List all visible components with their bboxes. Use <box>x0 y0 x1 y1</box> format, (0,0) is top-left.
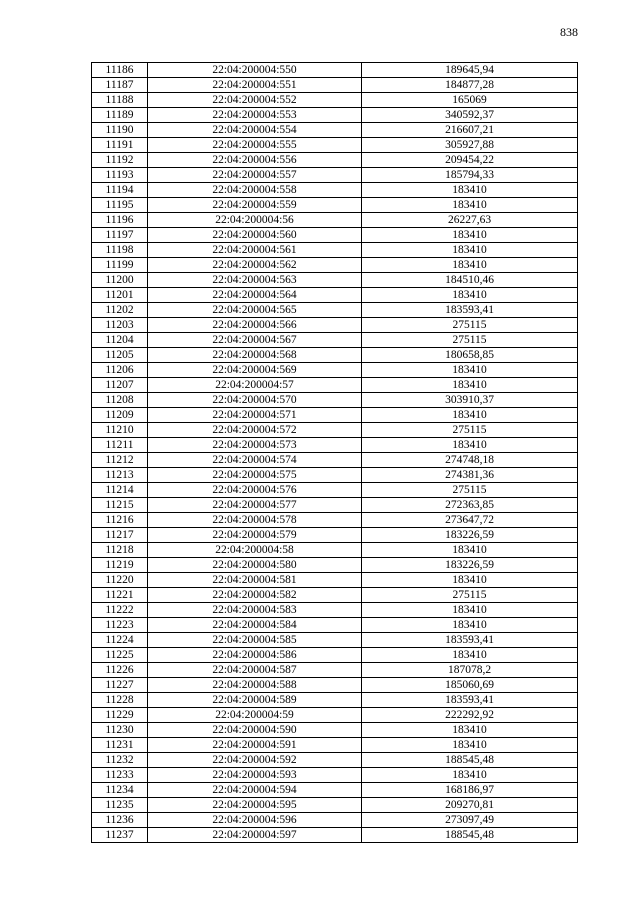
cadastral-value-cell: 273647,72 <box>362 513 578 528</box>
row-number-cell: 11230 <box>92 723 148 738</box>
cadastral-value-cell: 183410 <box>362 768 578 783</box>
row-number-cell: 11221 <box>92 588 148 603</box>
row-number-cell: 11220 <box>92 573 148 588</box>
cadastral-number-cell: 22:04:200004:556 <box>148 153 362 168</box>
row-number-cell: 11187 <box>92 78 148 93</box>
cadastral-number-cell: 22:04:200004:573 <box>148 438 362 453</box>
table-row <box>92 678 578 693</box>
page-number: 838 <box>560 25 578 39</box>
cadastral-value-cell: 185794,33 <box>362 168 578 183</box>
row-number-cell: 11233 <box>92 768 148 783</box>
cadastral-number-cell: 22:04:200004:583 <box>148 603 362 618</box>
cadastral-value-cell: 275115 <box>362 423 578 438</box>
cadastral-number-cell: 22:04:200004:554 <box>148 123 362 138</box>
cadastral-number-cell: 22:04:200004:555 <box>148 138 362 153</box>
cadastral-value-cell: 183410 <box>362 183 578 198</box>
cadastral-value-cell: 183410 <box>362 723 578 738</box>
cadastral-number-cell: 22:04:200004:582 <box>148 588 362 603</box>
row-number-cell: 11201 <box>92 288 148 303</box>
table-row <box>92 558 578 573</box>
cadastral-value-cell: 183410 <box>362 738 578 753</box>
table-row <box>92 753 578 768</box>
row-number-cell: 11213 <box>92 468 148 483</box>
row-number-cell: 11229 <box>92 708 148 723</box>
cadastral-value-cell: 165069 <box>362 93 578 108</box>
row-number-cell: 11209 <box>92 408 148 423</box>
row-number-cell: 11192 <box>92 153 148 168</box>
table-row <box>92 528 578 543</box>
cadastral-value-cell: 209270,81 <box>362 798 578 813</box>
cadastral-number-cell: 22:04:200004:578 <box>148 513 362 528</box>
table-row <box>92 408 578 423</box>
row-number-cell: 11204 <box>92 333 148 348</box>
table-row <box>92 78 578 93</box>
table-row <box>92 723 578 738</box>
cadastral-number-cell: 22:04:200004:585 <box>148 633 362 648</box>
table-row <box>92 798 578 813</box>
row-number-cell: 11214 <box>92 483 148 498</box>
cadastral-number-cell: 22:04:200004:575 <box>148 468 362 483</box>
cadastral-value-cell: 222292,92 <box>362 708 578 723</box>
row-number-cell: 11223 <box>92 618 148 633</box>
table-row <box>92 378 578 393</box>
table-row <box>92 63 578 78</box>
row-number-cell: 11218 <box>92 543 148 558</box>
cadastral-value-cell: 183226,59 <box>362 528 578 543</box>
table-row <box>92 498 578 513</box>
cadastral-value-cell: 184877,28 <box>362 78 578 93</box>
row-number-cell: 11208 <box>92 393 148 408</box>
row-number-cell: 11216 <box>92 513 148 528</box>
cadastral-value-table <box>91 62 578 843</box>
table-row <box>92 273 578 288</box>
table-row <box>92 693 578 708</box>
table-row <box>92 168 578 183</box>
cadastral-value-cell: 272363,85 <box>362 498 578 513</box>
row-number-cell: 11211 <box>92 438 148 453</box>
table-row <box>92 93 578 108</box>
cadastral-number-cell: 22:04:200004:565 <box>148 303 362 318</box>
cadastral-value-cell: 187078,2 <box>362 663 578 678</box>
cadastral-number-cell: 22:04:200004:59 <box>148 708 362 723</box>
cadastral-number-cell: 22:04:200004:588 <box>148 678 362 693</box>
row-number-cell: 11224 <box>92 633 148 648</box>
row-number-cell: 11227 <box>92 678 148 693</box>
cadastral-number-cell: 22:04:200004:558 <box>148 183 362 198</box>
cadastral-number-cell: 22:04:200004:564 <box>148 288 362 303</box>
cadastral-value-cell: 183410 <box>362 198 578 213</box>
cadastral-number-cell: 22:04:200004:571 <box>148 408 362 423</box>
table-row <box>92 633 578 648</box>
row-number-cell: 11207 <box>92 378 148 393</box>
table-row <box>92 423 578 438</box>
cadastral-value-cell: 26227,63 <box>362 213 578 228</box>
cadastral-value-cell: 303910,37 <box>362 393 578 408</box>
cadastral-number-cell: 22:04:200004:597 <box>148 828 362 843</box>
cadastral-value-cell: 183410 <box>362 408 578 423</box>
row-number-cell: 11215 <box>92 498 148 513</box>
cadastral-value-cell: 305927,88 <box>362 138 578 153</box>
cadastral-value-cell: 189645,94 <box>362 63 578 78</box>
cadastral-number-cell: 22:04:200004:586 <box>148 648 362 663</box>
cadastral-value-cell: 183410 <box>362 543 578 558</box>
cadastral-number-cell: 22:04:200004:577 <box>148 498 362 513</box>
row-number-cell: 11199 <box>92 258 148 273</box>
cadastral-number-cell: 22:04:200004:563 <box>148 273 362 288</box>
cadastral-number-cell: 22:04:200004:569 <box>148 363 362 378</box>
table-row <box>92 303 578 318</box>
cadastral-value-cell: 183593,41 <box>362 633 578 648</box>
table-row <box>92 783 578 798</box>
cadastral-number-cell: 22:04:200004:568 <box>148 348 362 363</box>
row-number-cell: 11190 <box>92 123 148 138</box>
row-number-cell: 11234 <box>92 783 148 798</box>
cadastral-value-cell: 183410 <box>362 603 578 618</box>
cadastral-value-cell: 188545,48 <box>362 753 578 768</box>
cadastral-value-cell: 183593,41 <box>362 303 578 318</box>
cadastral-value-cell: 183410 <box>362 228 578 243</box>
cadastral-number-cell: 22:04:200004:572 <box>148 423 362 438</box>
row-number-cell: 11188 <box>92 93 148 108</box>
cadastral-number-cell: 22:04:200004:559 <box>148 198 362 213</box>
table-row <box>92 288 578 303</box>
table-row <box>92 258 578 273</box>
cadastral-number-cell: 22:04:200004:587 <box>148 663 362 678</box>
row-number-cell: 11202 <box>92 303 148 318</box>
cadastral-value-cell: 183410 <box>362 618 578 633</box>
row-number-cell: 11222 <box>92 603 148 618</box>
row-number-cell: 11197 <box>92 228 148 243</box>
cadastral-value-cell: 183410 <box>362 438 578 453</box>
cadastral-number-cell: 22:04:200004:58 <box>148 543 362 558</box>
cadastral-number-cell: 22:04:200004:579 <box>148 528 362 543</box>
cadastral-number-cell: 22:04:200004:562 <box>148 258 362 273</box>
row-number-cell: 11237 <box>92 828 148 843</box>
cadastral-number-cell: 22:04:200004:566 <box>148 318 362 333</box>
table-row <box>92 468 578 483</box>
row-number-cell: 11194 <box>92 183 148 198</box>
cadastral-number-cell: 22:04:200004:590 <box>148 723 362 738</box>
table-row <box>92 813 578 828</box>
cadastral-number-cell: 22:04:200004:557 <box>148 168 362 183</box>
table-row <box>92 348 578 363</box>
cadastral-value-cell: 180658,85 <box>362 348 578 363</box>
cadastral-number-cell: 22:04:200004:57 <box>148 378 362 393</box>
cadastral-number-cell: 22:04:200004:567 <box>148 333 362 348</box>
table-row <box>92 588 578 603</box>
row-number-cell: 11212 <box>92 453 148 468</box>
cadastral-value-cell: 216607,21 <box>362 123 578 138</box>
cadastral-value-cell: 340592,37 <box>362 108 578 123</box>
table-row <box>92 363 578 378</box>
cadastral-number-cell: 22:04:200004:592 <box>148 753 362 768</box>
table-row <box>92 603 578 618</box>
table-body <box>92 63 578 843</box>
table-row <box>92 333 578 348</box>
cadastral-value-cell: 275115 <box>362 588 578 603</box>
cadastral-value-cell: 168186,97 <box>362 783 578 798</box>
cadastral-value-cell: 273097,49 <box>362 813 578 828</box>
cadastral-number-cell: 22:04:200004:550 <box>148 63 362 78</box>
row-number-cell: 11189 <box>92 108 148 123</box>
table-row <box>92 243 578 258</box>
row-number-cell: 11219 <box>92 558 148 573</box>
table-row <box>92 183 578 198</box>
cadastral-number-cell: 22:04:200004:553 <box>148 108 362 123</box>
table-row <box>92 438 578 453</box>
table-row <box>92 708 578 723</box>
table-row <box>92 198 578 213</box>
row-number-cell: 11198 <box>92 243 148 258</box>
cadastral-value-cell: 183410 <box>362 378 578 393</box>
row-number-cell: 11193 <box>92 168 148 183</box>
cadastral-number-cell: 22:04:200004:589 <box>148 693 362 708</box>
row-number-cell: 11231 <box>92 738 148 753</box>
table-row <box>92 768 578 783</box>
cadastral-number-cell: 22:04:200004:596 <box>148 813 362 828</box>
cadastral-value-cell: 183410 <box>362 573 578 588</box>
row-number-cell: 11226 <box>92 663 148 678</box>
row-number-cell: 11228 <box>92 693 148 708</box>
cadastral-value-cell: 183410 <box>362 363 578 378</box>
table-row <box>92 453 578 468</box>
cadastral-number-cell: 22:04:200004:593 <box>148 768 362 783</box>
cadastral-value-cell: 188545,48 <box>362 828 578 843</box>
row-number-cell: 11205 <box>92 348 148 363</box>
table-row <box>92 738 578 753</box>
row-number-cell: 11200 <box>92 273 148 288</box>
cadastral-value-cell: 185060,69 <box>362 678 578 693</box>
table-row <box>92 828 578 843</box>
table-row <box>92 483 578 498</box>
row-number-cell: 11191 <box>92 138 148 153</box>
table-row <box>92 228 578 243</box>
table-row <box>92 618 578 633</box>
cadastral-number-cell: 22:04:200004:570 <box>148 393 362 408</box>
row-number-cell: 11206 <box>92 363 148 378</box>
cadastral-value-cell: 183226,59 <box>362 558 578 573</box>
cadastral-value-cell: 183593,41 <box>362 693 578 708</box>
table-row <box>92 513 578 528</box>
table-row <box>92 648 578 663</box>
row-number-cell: 11210 <box>92 423 148 438</box>
row-number-cell: 11225 <box>92 648 148 663</box>
cadastral-value-cell: 183410 <box>362 288 578 303</box>
cadastral-value-cell: 274748,18 <box>362 453 578 468</box>
cadastral-number-cell: 22:04:200004:591 <box>148 738 362 753</box>
cadastral-value-cell: 183410 <box>362 648 578 663</box>
cadastral-value-cell: 275115 <box>362 318 578 333</box>
cadastral-number-cell: 22:04:200004:584 <box>148 618 362 633</box>
row-number-cell: 11232 <box>92 753 148 768</box>
cadastral-value-cell: 183410 <box>362 258 578 273</box>
table-row <box>92 573 578 588</box>
table-row <box>92 153 578 168</box>
row-number-cell: 11186 <box>92 63 148 78</box>
cadastral-value-cell: 183410 <box>362 243 578 258</box>
cadastral-value-cell: 209454,22 <box>362 153 578 168</box>
row-number-cell: 11217 <box>92 528 148 543</box>
row-number-cell: 11203 <box>92 318 148 333</box>
table-row <box>92 213 578 228</box>
cadastral-value-cell: 275115 <box>362 333 578 348</box>
cadastral-value-cell: 184510,46 <box>362 273 578 288</box>
row-number-cell: 11195 <box>92 198 148 213</box>
cadastral-number-cell: 22:04:200004:552 <box>148 93 362 108</box>
table-row <box>92 108 578 123</box>
cadastral-number-cell: 22:04:200004:574 <box>148 453 362 468</box>
table-row <box>92 543 578 558</box>
row-number-cell: 11235 <box>92 798 148 813</box>
table-row <box>92 663 578 678</box>
row-number-cell: 11196 <box>92 213 148 228</box>
cadastral-number-cell: 22:04:200004:56 <box>148 213 362 228</box>
cadastral-number-cell: 22:04:200004:580 <box>148 558 362 573</box>
cadastral-value-cell: 275115 <box>362 483 578 498</box>
cadastral-number-cell: 22:04:200004:581 <box>148 573 362 588</box>
table-row <box>92 318 578 333</box>
cadastral-number-cell: 22:04:200004:561 <box>148 243 362 258</box>
cadastral-value-cell: 274381,36 <box>362 468 578 483</box>
row-number-cell: 11236 <box>92 813 148 828</box>
cadastral-number-cell: 22:04:200004:551 <box>148 78 362 93</box>
cadastral-number-cell: 22:04:200004:594 <box>148 783 362 798</box>
cadastral-number-cell: 22:04:200004:576 <box>148 483 362 498</box>
table-row <box>92 123 578 138</box>
cadastral-number-cell: 22:04:200004:595 <box>148 798 362 813</box>
table-row <box>92 138 578 153</box>
table-row <box>92 393 578 408</box>
cadastral-number-cell: 22:04:200004:560 <box>148 228 362 243</box>
